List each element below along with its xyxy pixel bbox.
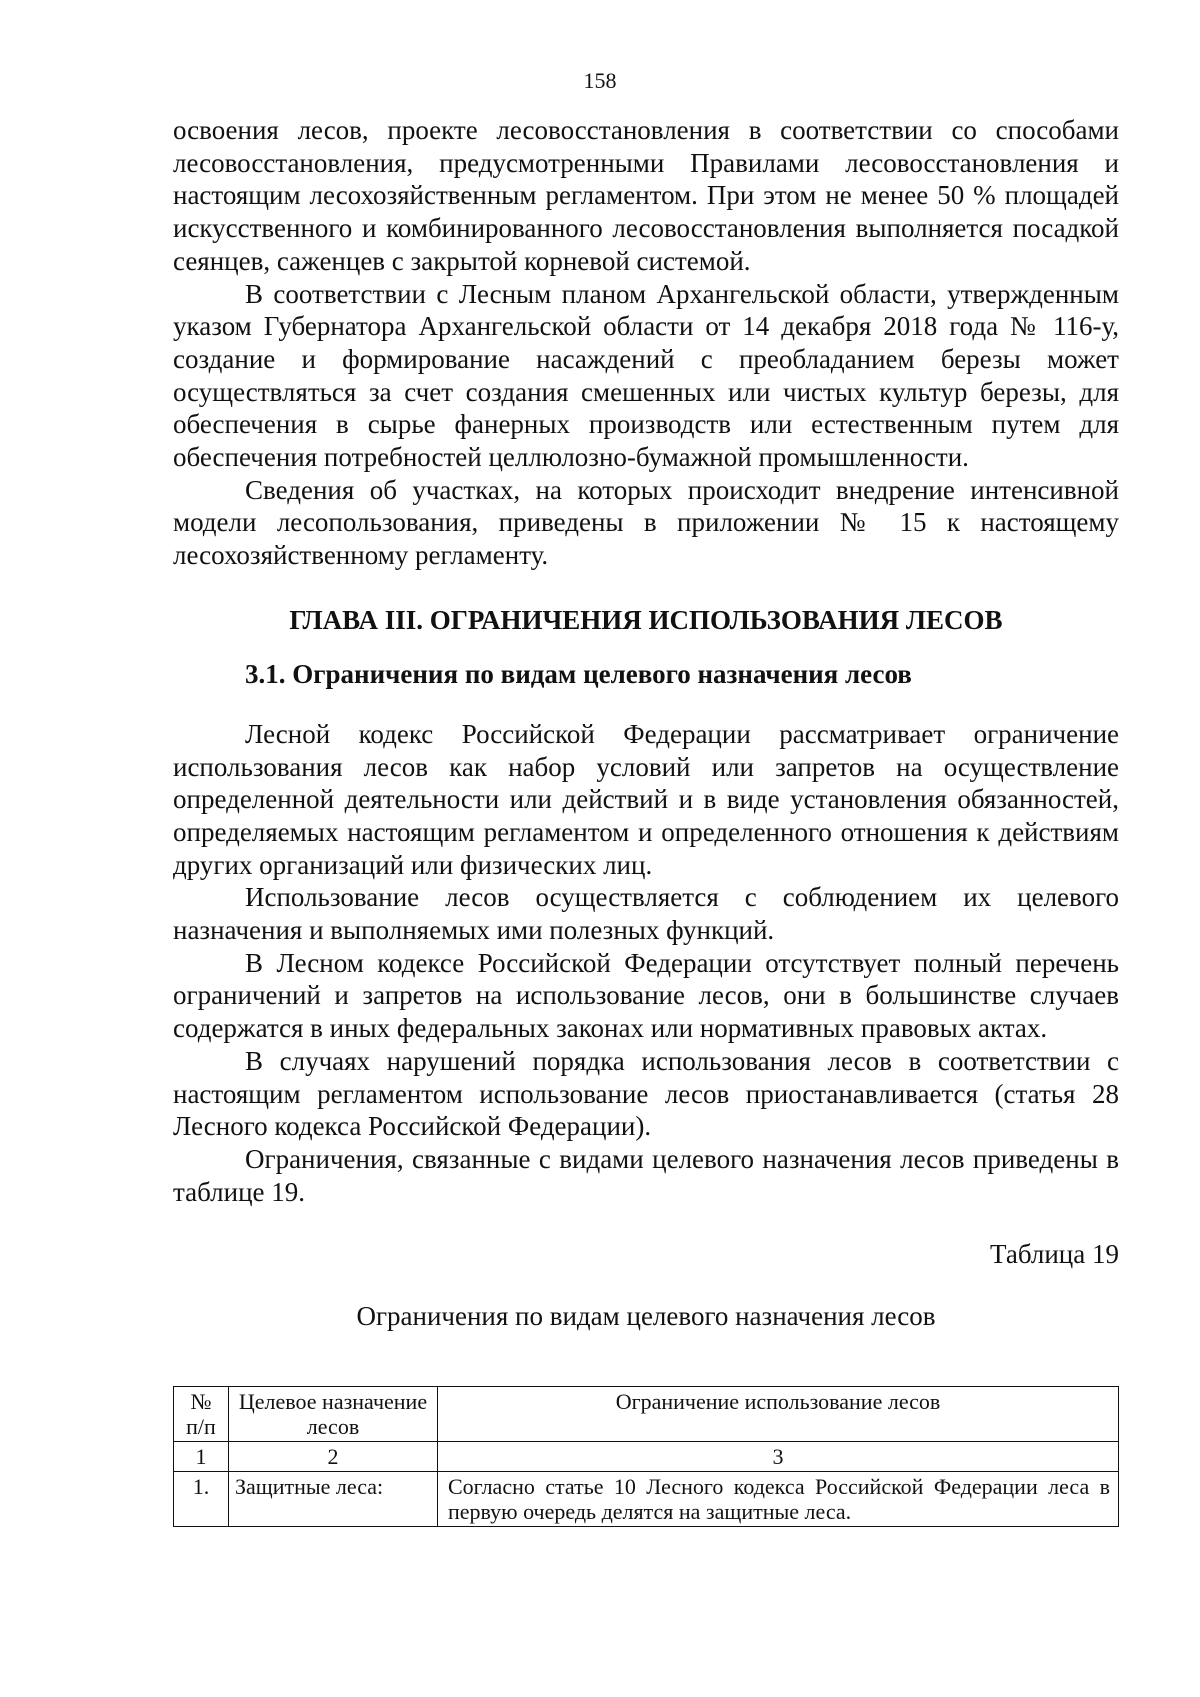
paragraph: Лесной кодекс Российской Федерации рассматривает ограничение использования лесов как набор условий или запретов на осуществление определенной деятельности или действий и в виде установления обязанностей, определяемых настоящим регламентом и определенного отношения к действиям других организаций или физических лиц. [173,718,1119,880]
paragraph: В случаях нарушений порядка использования лесов в соответствии с настоящим регламентом использование лесов приостанавливается (статья 28 Лесного кодекса Российской Федерации). [173,1045,1119,1142]
column-number-cell: 3 [438,1442,1119,1472]
page-number: 158 [583,68,617,93]
paragraph: освоения лесов, проекте лесовосстановления в соответствии со способами лесовосстановления, предусмотренными Правилами лесовосстановления и настоящим лесохозяйственным регламентом. При этом не менее 50 % площадей искусственного и комбинированного лесовосстановления выполняется посадкой сеянцев, саженцев с закрытой корневой системой. [173,115,1119,276]
column-number-cell: 1 [174,1442,229,1472]
table-label: Таблица 19 [990,1239,1119,1270]
table-header-row [174,1387,1119,1442]
restrictions-table [173,1386,1119,1527]
paragraph: Сведения об участках, на которых происходит внедрение интенсивной модели лесопользования, приведены в приложении № 15 к настоящему лесохозяйственному регламенту. [173,474,1119,571]
table-column-numbers-row [174,1442,1119,1472]
header-cell-purpose: Целевое назначение лесов [229,1387,438,1442]
row-number-cell: 1. [174,1472,229,1527]
paragraph: В соответствии с Лесным планом Архангельской области, утвержденным указом Губернатора Архангельской области от 14 декабря 2018 года № 116-у, создание и формирование насаждений с преобладанием березы может осуществляться за счет создания смешенных или чистых культур березы, для обеспечения в сырье фанерных производств или естественным путем для обеспечения потребностей целлюлозно-бумажной промышленности. [173,278,1119,473]
section-title: 3.1. Ограничения по видам целевого назначения лесов [245,658,912,689]
paragraph: Ограничения, связанные с видами целевого назначения лесов приведены в таблице 19. [173,1143,1119,1207]
restriction-cell: Согласно статье 10 Лесного кодекса Российской Федерации леса в первую очередь делятся на защитные леса. [438,1472,1119,1527]
table-row [174,1472,1119,1527]
purpose-cell: Защитные леса: [229,1472,438,1527]
paragraph: В Лесном кодексе Российской Федерации отсутствует полный перечень ограничений и запретов на использование лесов, они в большинстве случаев содержатся в иных федеральных законах или нормативных правовых актах. [173,947,1119,1044]
table-caption: Ограничения по видам целевого назначения лесов [356,1301,936,1332]
paragraph: Использование лесов осуществляется с соблюдением их целевого назначения и выполняемых ими полезных функций. [173,882,1119,946]
header-cell-restriction: Ограничение использование лесов [438,1387,1119,1442]
document-body [173,114,1119,1527]
column-number-cell: 2 [229,1442,438,1472]
header-cell-number: № п/п [174,1387,229,1442]
chapter-title: ГЛАВА III. ОГРАНИЧЕНИЯ ИСПОЛЬЗОВАНИЯ ЛЕСОВ [289,604,1003,635]
